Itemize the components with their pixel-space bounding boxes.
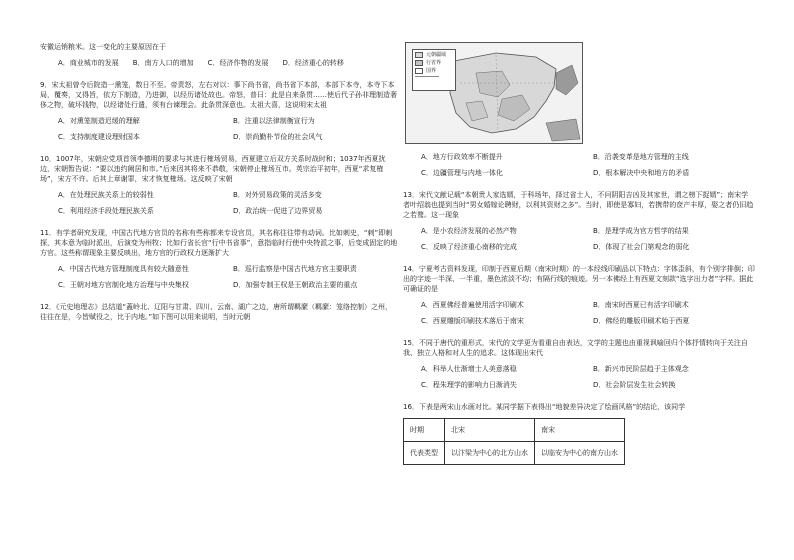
q11-option-c: C．王朝对地方官制化地方治理与中央集权 (58, 281, 189, 289)
q10-option-c: C．利用经济手段处理民族关系 (58, 207, 154, 215)
q11-option-d: D．加强专制王权是王朝政治主要的重点 (233, 281, 358, 289)
q14-options (403, 300, 755, 332)
legend-item-territory: 元朝疆域 (415, 52, 453, 58)
q10-options (40, 190, 398, 222)
q8-options (40, 58, 398, 74)
legend-item-province: 行省界 (415, 60, 453, 66)
eastern-landmass-shape (556, 65, 578, 95)
q10-stem: 10．1007年，宋朝应党项首领李德明的要求与其进行榷场贸易，西夏建立后双方关系时战时和；1037年西夏扰边，宋朝暂告说：“要以违约阙居和市。”后来因其将来不恭敬，宋朝停止榷场互市。英宗治平初年，西夏“求复榷场”，宋方不许。后其上章谢罪，宋才恢复榷场。这反映了宋朝 (40, 155, 386, 183)
q9-options (40, 116, 398, 148)
table-header-cell: 南宋 (535, 419, 625, 442)
q14-option-c: C．西夏雕版印刷技术落后于南宋 (421, 317, 524, 325)
q9-option-b: B．注重以法律制衡宣行为 (233, 117, 315, 125)
legend-item-border: 国界 (415, 68, 453, 74)
q8-option-a: A．商业城市的发展 (58, 59, 119, 67)
left-column (40, 42, 398, 328)
q14-stem: 14．宁夏考古资料发现，印制于西夏后期（南宋时期）的一本经线印刷品以下特点：字体歪斜，有个别字排倒；印出的字迹一半深、一半重，墨色浓淡不均；有隔行线的痕迹。另一本佛经上有西夏文刻款“选字出力者”字样。据此可确证的是 (403, 265, 755, 293)
yuan-dynasty-map (405, 42, 583, 144)
table-row (404, 442, 625, 465)
q10-option-d: D．政治统一促进了边界贸易 (233, 207, 323, 215)
table-header-row (404, 419, 625, 442)
q15-options (403, 364, 755, 396)
sea-region-shape (546, 119, 580, 141)
q15-option-b: B．新兴市民阶层趋于主体观念 (593, 365, 689, 373)
q15-option-c: C．程朱理学的影响力日渐消失 (421, 381, 517, 389)
table-header-cell: 时期 (404, 419, 445, 442)
q9-option-a: A．对熏笼制造迟缓的理解 (58, 117, 140, 125)
q13-stem: 13．宋代文献记载“本朝贵人家选婿，于科场年，择过省士人，不问阴阳吉凶及其家世，谓之榜下捉婿”；南宋学者叶绍翁也提到当时“男女婚嫁论聘财，以利其资财之多”。当时，即使是寡妇，若携带的奁产丰厚，娶之者仍旧趋之若鹜。这一现象 (403, 191, 754, 219)
q12-stem: 12．《元史地理志》总结道“蓋岭北、辽阳与甘肃、四川、云南、湖广之边，唐所谓羁縻（羁縻：笼络控制）之州，往往在是，今皆赋役之，比于内地。”如下图可以用来说明，当时元朝 (40, 303, 393, 321)
q12-option-d: D．根本解决中央和地方的矛盾 (593, 169, 690, 177)
q8-stem-tail: 安徽运销粮米。这一变化的主要原因在于 (40, 43, 166, 51)
legend-swatch (415, 68, 423, 74)
legend-swatch (415, 52, 423, 58)
q14-option-d: D．佛经的雕版印刷术始于西夏 (593, 317, 690, 325)
q9-stem: 9．宋太祖曾令后院造一熏笼，数日不至。帝责怒，左右对以：事下尚书省，尚书省下本部，本部下本寺，本寺下本局，覆奏，又得旨，依方下制造，乃进御，以经历诸处故也。帝怒，普曰：此是自来条贯……使后代子孙非理制造奢侈之物，破坏钱物，以经诸处行遣，须有台谏理会。此条贯深意也。太祖大喜，这说明宋太祖 (40, 81, 397, 109)
q11-stem: 11．有学者研究发现，中国古代地方官员的名称有些称都来专设官员，其名称往往带有动词。比如刺史，“刺”即刺探，其本意为临时派出，后演变为州牧；比如行省长官“行中书省事”，意指临时行使中央特派之事，后变成固定的地方官。这些称谓现象主要反映出，地方官的行政权力逐渐扩大 (40, 229, 398, 257)
right-column (403, 42, 755, 465)
yuan-territory-shape (450, 53, 556, 133)
q13-option-d: D．体现了社会门第观念的弱化 (593, 243, 690, 251)
q14-option-a: A．西夏佛经普遍使用活字印刷术 (421, 301, 524, 309)
q12-option-c: C．边疆管理与内地一体化 (421, 169, 503, 177)
landscape-comparison-table (403, 418, 625, 465)
q13-option-b: B．是理学成为官方哲学的结果 (593, 227, 689, 235)
q13-options (403, 226, 755, 258)
q11-option-a: A．中国古代地方管理制度具有较大随意性 (58, 265, 189, 273)
q15-option-a: A．科举人仕渐增士人美意落稳 (421, 365, 517, 373)
q8-option-c: C．经济作物的发展 (207, 59, 269, 67)
q13-option-c: C．反映了经济重心南移的完成 (421, 243, 517, 251)
q10-option-b: B．对外贸易政策的灵活多变 (233, 191, 322, 199)
q13-option-a: A．是小农经济发展的必然产物 (421, 227, 517, 235)
q12-options (403, 152, 755, 184)
map-legend (412, 49, 456, 91)
q11-options (40, 264, 398, 296)
q12-option-b: B．沿袭变革是地方管理的主线 (593, 153, 689, 161)
legend-swatch (415, 60, 423, 66)
legend-line (415, 76, 439, 77)
q16-stem: 16．下表是两宋山水画对比。某同学据下表得出“地貌差异决定了绘画风格”的结论，该同学 (403, 403, 686, 411)
q11-option-b: B．巡行监察是中国古代地方官主要职责 (233, 265, 357, 273)
q15-option-d: D．社会阶层发生社会转换 (593, 381, 676, 389)
q8-option-b: B．南方人口的增加 (132, 59, 194, 67)
q9-option-d: D．崇尚勤朴节俭的社会风气 (233, 133, 323, 141)
q9-option-c: C．支持制度建设理财国本 (58, 133, 140, 141)
table-cell: 代表类型 (404, 442, 445, 465)
q12-option-a: A．地方行政效率不断提升 (421, 153, 503, 161)
q14-option-b: B．南宋时西夏已有活字印刷术 (593, 301, 689, 309)
table-cell: 以汴梁为中心的北方山水 (445, 442, 535, 465)
q15-stem: 15．不同于唐代的重形式，宋代的文学更为看重自由表达，文学的主题也由重视讽喻回归个体抒情转向于关注自我、独立人格和对人生的追求。这体现出宋代 (403, 339, 748, 357)
table-cell: 以临安为中心的南方山水 (535, 442, 625, 465)
q10-option-a: A．在处理民族关系上的较弱性 (58, 191, 154, 199)
table-header-cell: 北宋 (445, 419, 535, 442)
q8-option-d: D．经济重心的转移 (282, 59, 344, 67)
